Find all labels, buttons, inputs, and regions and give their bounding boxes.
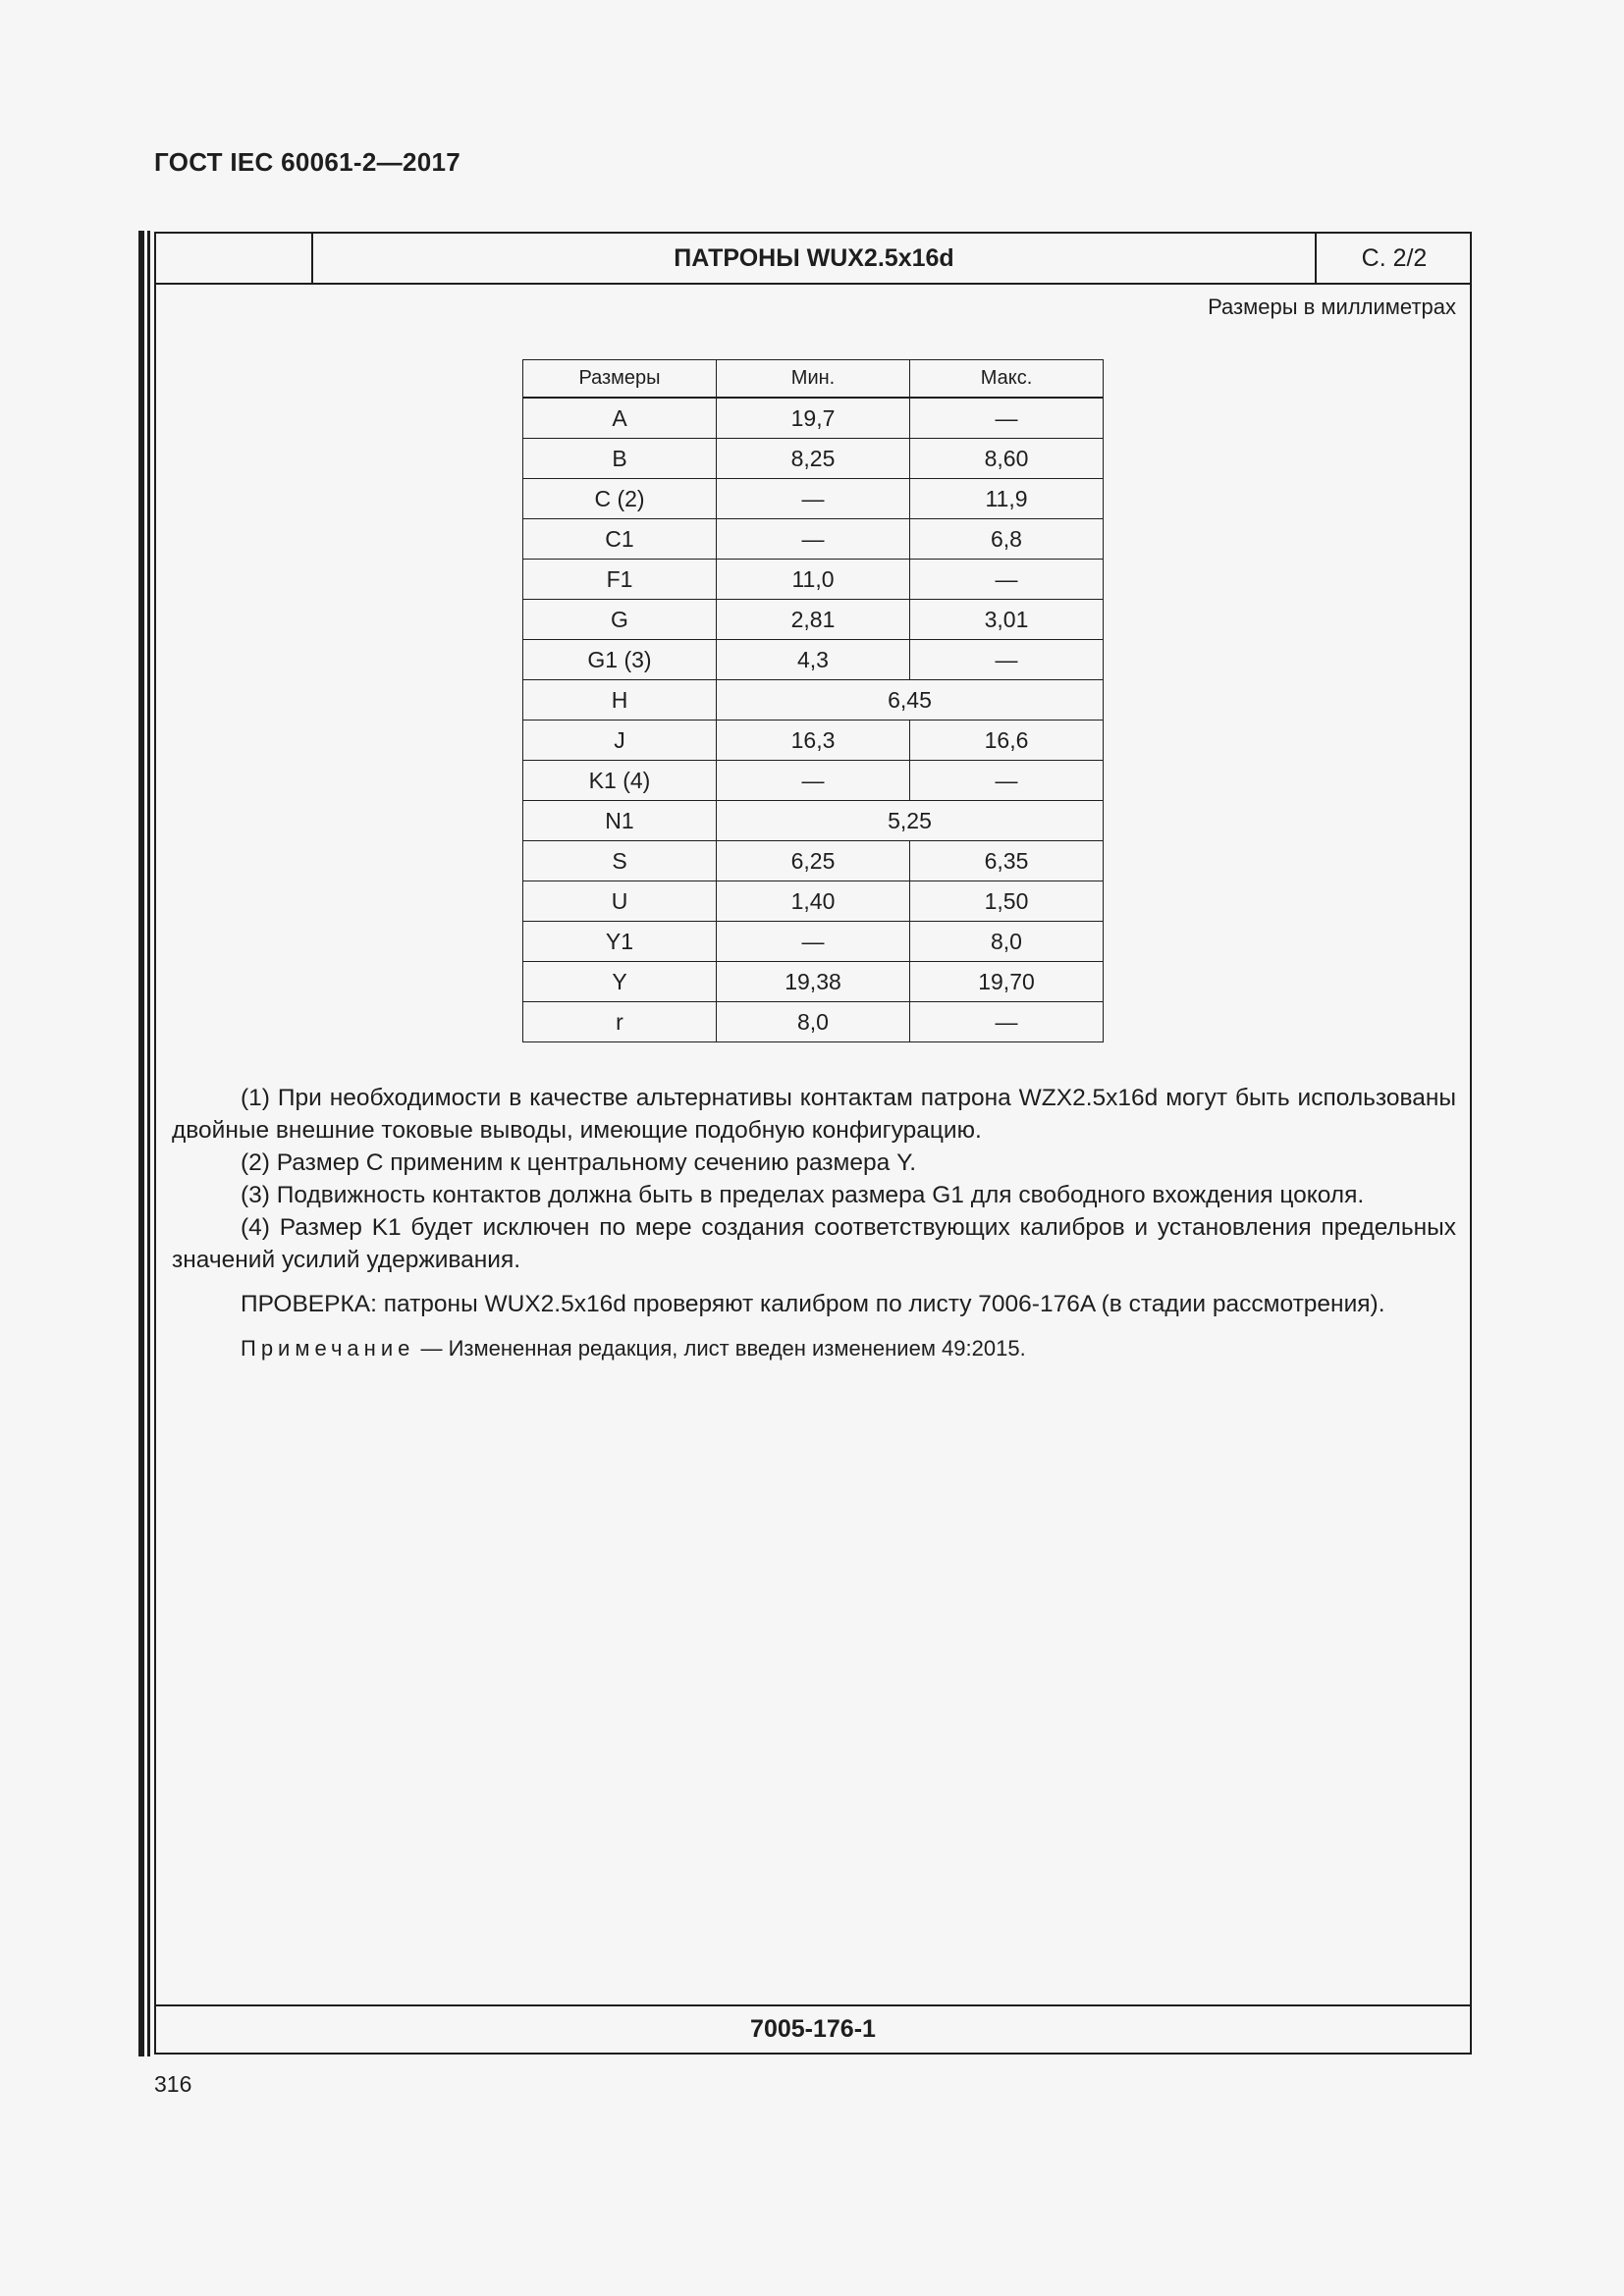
binding-rule-thin: [147, 231, 150, 2056]
cell-max: —: [910, 560, 1104, 600]
sheet-page: С. 2/2: [1315, 234, 1472, 283]
column-header-min: Мин.: [717, 360, 910, 399]
cell-min: 8,0: [717, 1002, 910, 1042]
footnote-4: (4) Размер K1 будет исключен по мере создания соответствующих калибров и установления предельных значений усилий удерживания.: [172, 1214, 1456, 1273]
cell-max: 6,8: [910, 519, 1104, 560]
cell-value-merged: 5,25: [717, 801, 1104, 841]
cell-max: —: [910, 1002, 1104, 1042]
cell-min: —: [717, 519, 910, 560]
units-note: Размеры в миллиметрах: [1208, 294, 1456, 319]
cell-max: 19,70: [910, 962, 1104, 1002]
cell-dimension: A: [523, 398, 717, 439]
cell-min: 16,3: [717, 721, 910, 761]
cell-dimension: Y1: [523, 922, 717, 962]
note-text: Измененная редакция, лист введен изменением 49:2015.: [448, 1336, 1026, 1361]
cell-max: 16,6: [910, 721, 1104, 761]
cell-min: 11,0: [717, 560, 910, 600]
cell-min: 1,40: [717, 881, 910, 922]
table-row: [523, 721, 1104, 761]
table-row: [523, 881, 1104, 922]
cell-max: 8,0: [910, 922, 1104, 962]
sheet-title-row: [156, 234, 1470, 285]
cell-dimension: K1 (4): [523, 761, 717, 801]
table-row: [523, 761, 1104, 801]
cell-min: 6,25: [717, 841, 910, 881]
cell-max: 6,35: [910, 841, 1104, 881]
sheet-title: ПАТРОНЫ WUX2.5x16d: [674, 244, 954, 272]
table-row: [523, 1002, 1104, 1042]
title-empty-cell: [156, 234, 313, 283]
page-number: 316: [154, 2071, 192, 2097]
footnote-3: (3) Подвижность контактов должна быть в пределах размера G1 для свободного вхождения цоколя.: [241, 1182, 1365, 1208]
cell-dimension: U: [523, 881, 717, 922]
table-row: [523, 801, 1104, 841]
column-header-dimension: Размеры: [523, 360, 717, 399]
column-header-max: Макс.: [910, 360, 1104, 399]
table-row: [523, 560, 1104, 600]
binding-rule-thick: [138, 231, 144, 2056]
notes-block: [172, 1082, 1456, 1363]
cell-value-merged: 6,45: [717, 680, 1104, 721]
footnote-2: (2) Размер C применим к центральному сечению размера Y.: [241, 1149, 917, 1176]
cell-min: 8,25: [717, 439, 910, 479]
sheet-code: 7005-176-1: [156, 2004, 1470, 2053]
cell-max: 11,9: [910, 479, 1104, 519]
cell-max: 8,60: [910, 439, 1104, 479]
cell-max: 3,01: [910, 600, 1104, 640]
table-row: [523, 841, 1104, 881]
cell-min: 19,38: [717, 962, 910, 1002]
cell-dimension: G: [523, 600, 717, 640]
table-row: [523, 922, 1104, 962]
cell-dimension: Y: [523, 962, 717, 1002]
cell-min: —: [717, 761, 910, 801]
table-row: [523, 519, 1104, 560]
cell-min: 2,81: [717, 600, 910, 640]
cell-min: 4,3: [717, 640, 910, 680]
table-row: [523, 439, 1104, 479]
cell-dimension: F1: [523, 560, 717, 600]
cell-dimension: N1: [523, 801, 717, 841]
cell-min: 19,7: [717, 398, 910, 439]
table-row: [523, 479, 1104, 519]
note-dash: —: [414, 1336, 449, 1361]
cell-max: —: [910, 640, 1104, 680]
cell-dimension: J: [523, 721, 717, 761]
table-header-row: [523, 360, 1104, 399]
footnote-1: (1) При необходимости в качестве альтернативы контактам патрона WZX2.5x16d могут быть использованы двойные внешние токовые выводы, имеющие подобную конфигурацию.: [172, 1085, 1456, 1144]
cell-min: —: [717, 479, 910, 519]
cell-dimension: C1: [523, 519, 717, 560]
table-row: [523, 600, 1104, 640]
note-line: [172, 1334, 1456, 1363]
cell-max: —: [910, 761, 1104, 801]
table-row: [523, 680, 1104, 721]
cell-dimension: H: [523, 680, 717, 721]
cell-dimension: C (2): [523, 479, 717, 519]
sheet-frame: [154, 232, 1472, 2055]
dimensions-table: [522, 359, 1104, 1042]
cell-max: 1,50: [910, 881, 1104, 922]
cell-dimension: G1 (3): [523, 640, 717, 680]
document-header: ГОСТ IEC 60061-2—2017: [154, 147, 460, 177]
table-row: [523, 962, 1104, 1002]
note-label: Примечание: [241, 1336, 415, 1361]
cell-dimension: B: [523, 439, 717, 479]
cell-min: —: [717, 922, 910, 962]
cell-dimension: r: [523, 1002, 717, 1042]
cell-max: —: [910, 398, 1104, 439]
cell-dimension: S: [523, 841, 717, 881]
verification-text: ПРОВЕРКА: патроны WUX2.5x16d проверяют калибром по листу 7006-176A (в стадии рассмотрения).: [241, 1291, 1385, 1317]
table-row: [523, 398, 1104, 439]
table-row: [523, 640, 1104, 680]
